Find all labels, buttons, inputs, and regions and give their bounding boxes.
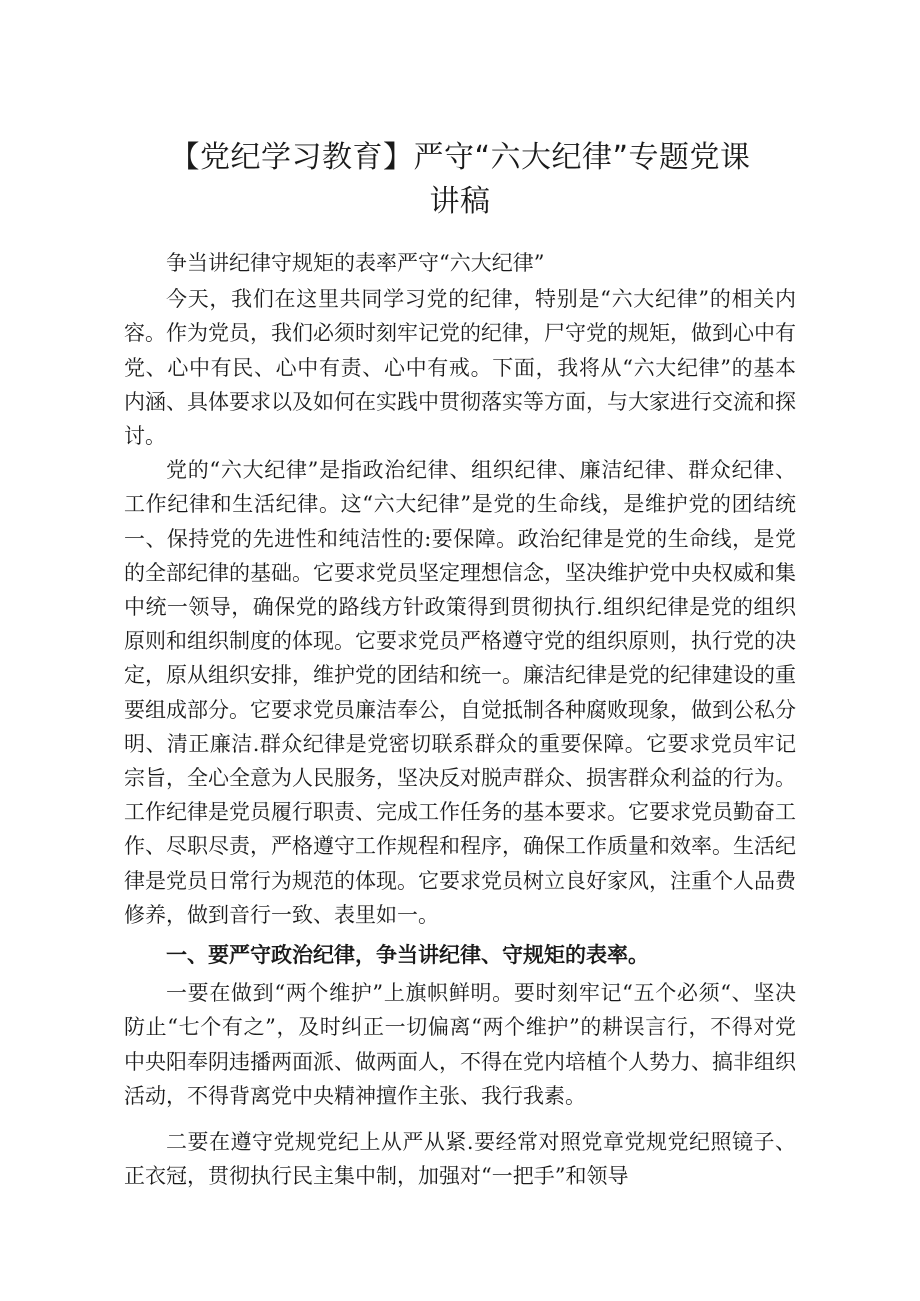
paragraph-six-disciplines: 党的“六大纪律”是指政治纪律、组织纪律、廉洁纪律、群众纪律、工作纪律和生活纪律。这“六大纪律”是党的生命线，是维护党的团结统一、保持党的先进性和纯洁性的:要保障。政治纪律是党的生命线，是党的全部纪律的基础。它要求党员坚定理想信念，坚决维护党中央权威和集中统一领导，确保党的路线方针政策得到贯彻执行.组织纪律是党的组织原则和组织制度的体现。它要求党员严格遵守党的组织原则，执行党的决定，原从组织安排，维护党的团结和统一。廉洁纪律是党的纪律建设的重要组成部分。它要求党员廉洁奉公，自觉抵制各种腐败现象，做到公私分明、清正廉洁.群众纪律是党密切联系群众的重要保障。它要求党员牢记宗旨，全心全意为人民服务，坚决反对脱声群众、损害群众利益的行为。工作纪律是党员履行职责、完成工作任务的基本要求。它要求党员勤奋工作、尽职尽责，严格遵守工作规程和程序，确保工作质量和效率。生活纪律是党员日常行为规范的体现。它要求党员树立良好家风，注重个人品费修养，做到音行一致、表里如一。 xyxy=(124,458,796,927)
paragraph-party-rules: 二要在遵守党规党纪上从严从紧.要经常对照党章党规党纪照镜子、正衣冠，贯彻执行民主集中制，加强对“一把手”和领导 xyxy=(124,1130,796,1189)
document-body xyxy=(124,246,796,1193)
paragraph-two-safeguards: 一要在做到“两个维护”上旗帜鲜明。要时刻牢记“五个必须“、坚决防止“七个有之”，及时纠正一切偏离“两个维护”的耕误言行，不得对党中央阳奉阴违播两面派、做两面人，不得在党内培植个人势力、搞非组织活动，不得背离党中央精神擅作主张、我行我素。 xyxy=(124,981,796,1108)
title-line-2: 讲稿 xyxy=(429,184,491,219)
section-heading-1: 一、要严守政治纪律，争当讲纪律、守规矩的表率。 xyxy=(166,943,649,968)
title-line-1: 【党纪学习教育】严守“六大纪律”专题党课 xyxy=(169,140,751,175)
paragraph-intro: 今天，我们在这里共同学习党的纪律，特别是“六大纪律”的相关内容。作为党员，我们必须时刻牢记党的纪律，尸守党的规矩，做到心中有党、心中有民、心中有责、心中有戒。下面，我将从“六大纪律”的基本内涵、具体要求以及如何在实践中贯彻落实等方面，与大家进行交流和探讨。 xyxy=(124,287,796,449)
document-subtitle: 争当讲纪律守规矩的表率严守“六大纪律” xyxy=(166,251,545,275)
document-title xyxy=(120,136,800,224)
